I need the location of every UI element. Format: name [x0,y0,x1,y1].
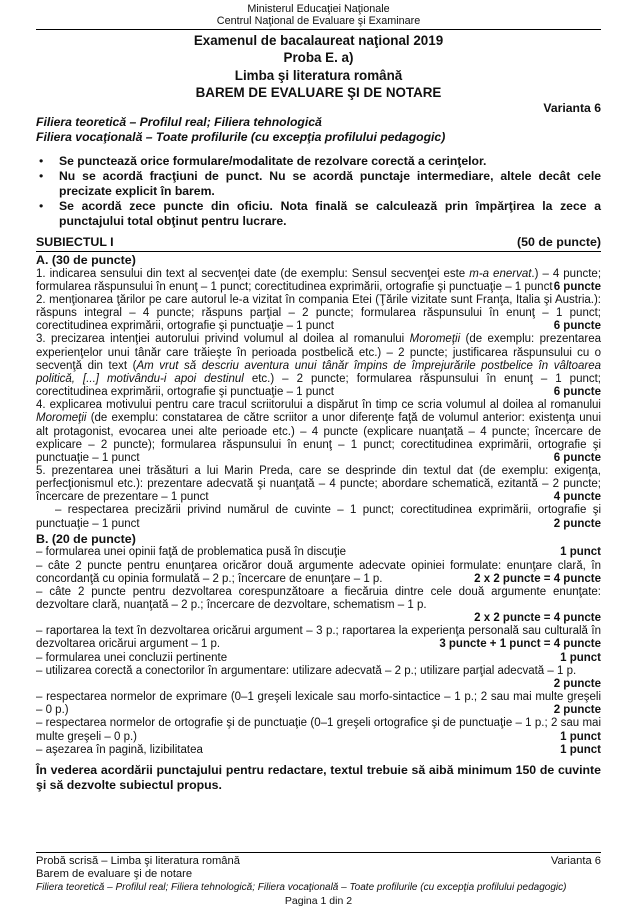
points-value: 2 x 2 puncte = 4 puncte [474,572,601,585]
page-content [36,0,601,793]
rubric-item [36,625,601,651]
general-rules-list [36,154,601,229]
general-rule-item [36,154,601,169]
general-rule-text: Nu se acordă fracţiuni de punct. Nu se acordă punctaje intermediare, altele decât cele precizate explicit în barem. [59,169,601,199]
header-divider [36,29,601,30]
filiera-block [36,115,601,145]
ministry-line-2: Centrul Naţional de Evaluare şi Examinare [216,15,421,28]
rubric-item-text: – respectarea precizării privind numărul de cuvinte – 1 punct; corectitudinea exprimării, ortografie şi punctuaţie – 1 punct [36,504,601,530]
rubric-item [36,717,601,743]
points-value: 3 puncte + 1 punct = 4 puncte [439,638,601,651]
points-value: 2 puncte [553,704,601,717]
points-value: 1 punct [560,730,601,743]
bullet-icon: • [39,169,44,184]
points-value: 4 puncte [553,491,601,504]
points-value: 6 puncte [553,280,601,293]
rubric-item-text: – formularea unei opinii faţă de problematica pusă în discuţie [36,546,347,559]
exam-proba: Proba E. a) [283,50,354,66]
points-value: 6 puncte [553,451,601,464]
subject-points: (50 de puncte) [517,235,601,250]
rubric-item [36,560,601,586]
footer-page-number: Pagina 1 din 2 [284,894,353,907]
points-value: 2 puncte [553,517,601,530]
rubric-item-text: – respectarea normelor de ortografie şi de punctuaţie (0–1 greşeli ortografice şi de punctuaţie – 1 p.; 2 sau mai multe greşeli – 0 p.) [36,717,601,743]
filiera-line-1: Filiera teoretică – Profilul real; Filiera tehnologică [36,115,322,130]
section-a-items [36,268,601,531]
rubric-item-text: 1. indicarea sensului din text al secvenţei date (de exemplu: Sensul secvenţei este [36,267,470,280]
points-value: 1 punct [560,546,601,559]
rubric-item [36,399,601,465]
rubric-item-text: – raportarea la text în dezvoltarea oricărui argument – 3 p.; raportarea la experienţa personală sau culturală în dezvoltarea oricărui argument – 1 p. [36,625,601,651]
rubric-item-text: (de exemplu: constatarea de către scriitor a unor diferenţe faţă de volumul anterior: existenţa unui alt protagonist, evocarea unei alte perioade etc.) – 4 puncte (explicare nuanţată – 4 puncte; încercare de explicare – 2 puncte); formularea răspunsului în enunţ – 1 punct; corectitudinea exprimării, ortografie şi punctuaţie – 1 punct [36,412,601,464]
section-b-heading: B. (20 de puncte) [36,531,136,546]
exam-title: Examenul de bacalaureat naţional 2019 [193,32,444,48]
quoted-example-text: Am vrut să descriu aventura unui tânăr împins de împrejurările postbelice în vâltoarea politică, [...] motivându-i apoi destinul [36,359,601,385]
bullet-icon: • [39,154,44,169]
rubric-item-text: 2. menţionarea ţărilor pe care autorul le-a vizitat în compania Etei (Ţările vizitate sunt Franţa, Italia şi Austria.): răspuns integral – 4 puncte; răspuns parţial – 2 puncte; formularea răspunsului în enunţ – 1 punct; corectitudinea exprimării, ortografie şi punctuaţie – 1 punct [36,293,601,333]
points-value: 2 x 2 puncte = 4 puncte [474,612,601,625]
rubric-item-text: – respectarea normelor de exprimare (0–1 greşeli lexicale sau morfo-sintactice – 1 p.; 2 sau mai multe greşeli – 0 p.) [36,691,601,717]
redaction-note: În vederea acordării punctajului pentru redactare, textul trebuie să aibă minimum 150 de cuvinte şi să dezvolte subiectul propus. [36,762,601,793]
page-footer [36,852,601,907]
rubric-item [36,268,601,294]
rubric-item-text: (de exemplu: prezentarea experienţelor unui tânăr care trăieşte în perioada postbelică etc.) – 2 puncte; justificarea răspunsului cu o secvenţă din text ( [36,333,601,372]
section-a-heading: A. (30 de puncte) [36,253,136,268]
exam-title-block [36,32,601,102]
rubric-item [36,465,601,504]
barem-title: BAREM DE EVALUARE ŞI DE NOTARE [195,85,442,101]
bullet-icon: • [39,199,44,214]
general-rule-text: Se acordă zece puncte din oficiu. Nota finală se calculează prin împărţirea la zece a punctajului total obţinut pentru lucrare. [59,199,601,229]
ministry-header [36,0,601,28]
footer-divider [36,852,601,853]
rubric-item [36,546,601,559]
footer-variant: Varianta 6 [550,855,601,867]
subject-label: SUBIECTUL I [36,235,114,250]
exam-subject: Limba şi literatura română [234,67,403,83]
filiera-line-2: Filiera vocaţională – Toate profilurile (cu excepţia profilului pedagogic) [36,130,446,145]
general-rule-item [36,199,601,229]
rubric-item [36,294,601,333]
rubric-item [36,504,601,530]
rubric-item [36,333,601,399]
rubric-item-text: 5. prezentarea unei trăsături a lui Marin Preda, care se desprinde din textul dat (de exemplu: exigenţa, perfecţionismul etc.): prezentare adecvată şi nuanţată – 4 puncte; abordare schematică, ezitantă – 2 puncte; încercare de prezentare – 1 punct [36,464,601,504]
footer-row-1 [36,855,601,868]
rubric-item-text: – utilizarea corectă a conectorilor în argumentare: utilizare adecvată – 2 p.; utilizare parţial adecvată – 1 p. [36,664,577,677]
rubric-item [36,586,601,612]
quoted-example-text: m-a enervat [469,267,532,280]
rubric-item [36,691,601,717]
rubric-item [36,744,601,757]
points-value: 6 puncte [553,320,601,333]
points-value: 1 punct [560,743,601,756]
general-rule-text: Se punctează orice formulare/modalitate de rezolvare corectă a cerinţelor. [59,154,487,169]
ministry-line-1: Ministerul Educaţiei Naţionale [247,3,390,15]
rubric-item-text: .) – 4 puncte; formularea răspunsului în enunţ – 1 punct; corectitudinea exprimării, ortografie şi punctuaţie – 1 punct [36,267,602,293]
rubric-item-text: – câte 2 puncte pentru enunţarea oricăror două argumente adecvate opiniei formulate: enunţare clară, în concordanţă cu opinia formulată – 2 p.; încercare de enunţare – 1 p. [36,559,601,585]
rubric-item-text: – aşezarea în pagină, lizibilitatea [36,743,203,756]
footer-filiera: Filiera teoretică – Profilul real; Filiera tehnologică; Filiera vocaţională – Toate profilurile (cu excepţia profilului pedagogic) [36,882,567,893]
rubric-item-text: etc.) – 2 puncte; formularea răspunsului în enunţ – 1 punct; corectitudinea exprimării, ortografie şi punctuaţie – 1 punct [36,372,601,399]
footer-proba: Probă scrisă – Limba şi literatura română [36,855,240,867]
footer-barem: Barem de evaluare şi de notare [36,868,193,880]
rubric-item [36,665,601,691]
general-rule-item [36,169,601,199]
rubric-item [36,652,601,665]
quoted-example-text: Moromeţii [36,412,87,425]
points-value: 6 puncte [553,386,601,399]
rubric-item-text: – câte 2 puncte pentru dezvoltarea corespunzătoare a fiecăruia dintre cele două argumente enunţate: dezvoltare clară, nuanţată – 2 p.; încercare de dezvoltare, schematism – 1 p. [36,585,601,611]
variant-label: Varianta 6 [543,101,601,116]
points-value: 1 punct [560,651,601,664]
subject-header [36,235,601,252]
rubric-item-text: – formularea unei concluzii pertinente [36,651,228,664]
section-b-items [36,546,601,757]
quoted-example-text: Moromeţii [409,333,461,346]
rubric-item-text: 4. explicarea motivului pentru care tracul scriitorului a dispărut în timp ce scria volumul al doilea al romanului [36,399,601,412]
points-value: 2 puncte [553,677,601,690]
rubric-item-text: 3. precizarea intenţiei autorului privind volumul al doilea al romanului [36,333,410,346]
